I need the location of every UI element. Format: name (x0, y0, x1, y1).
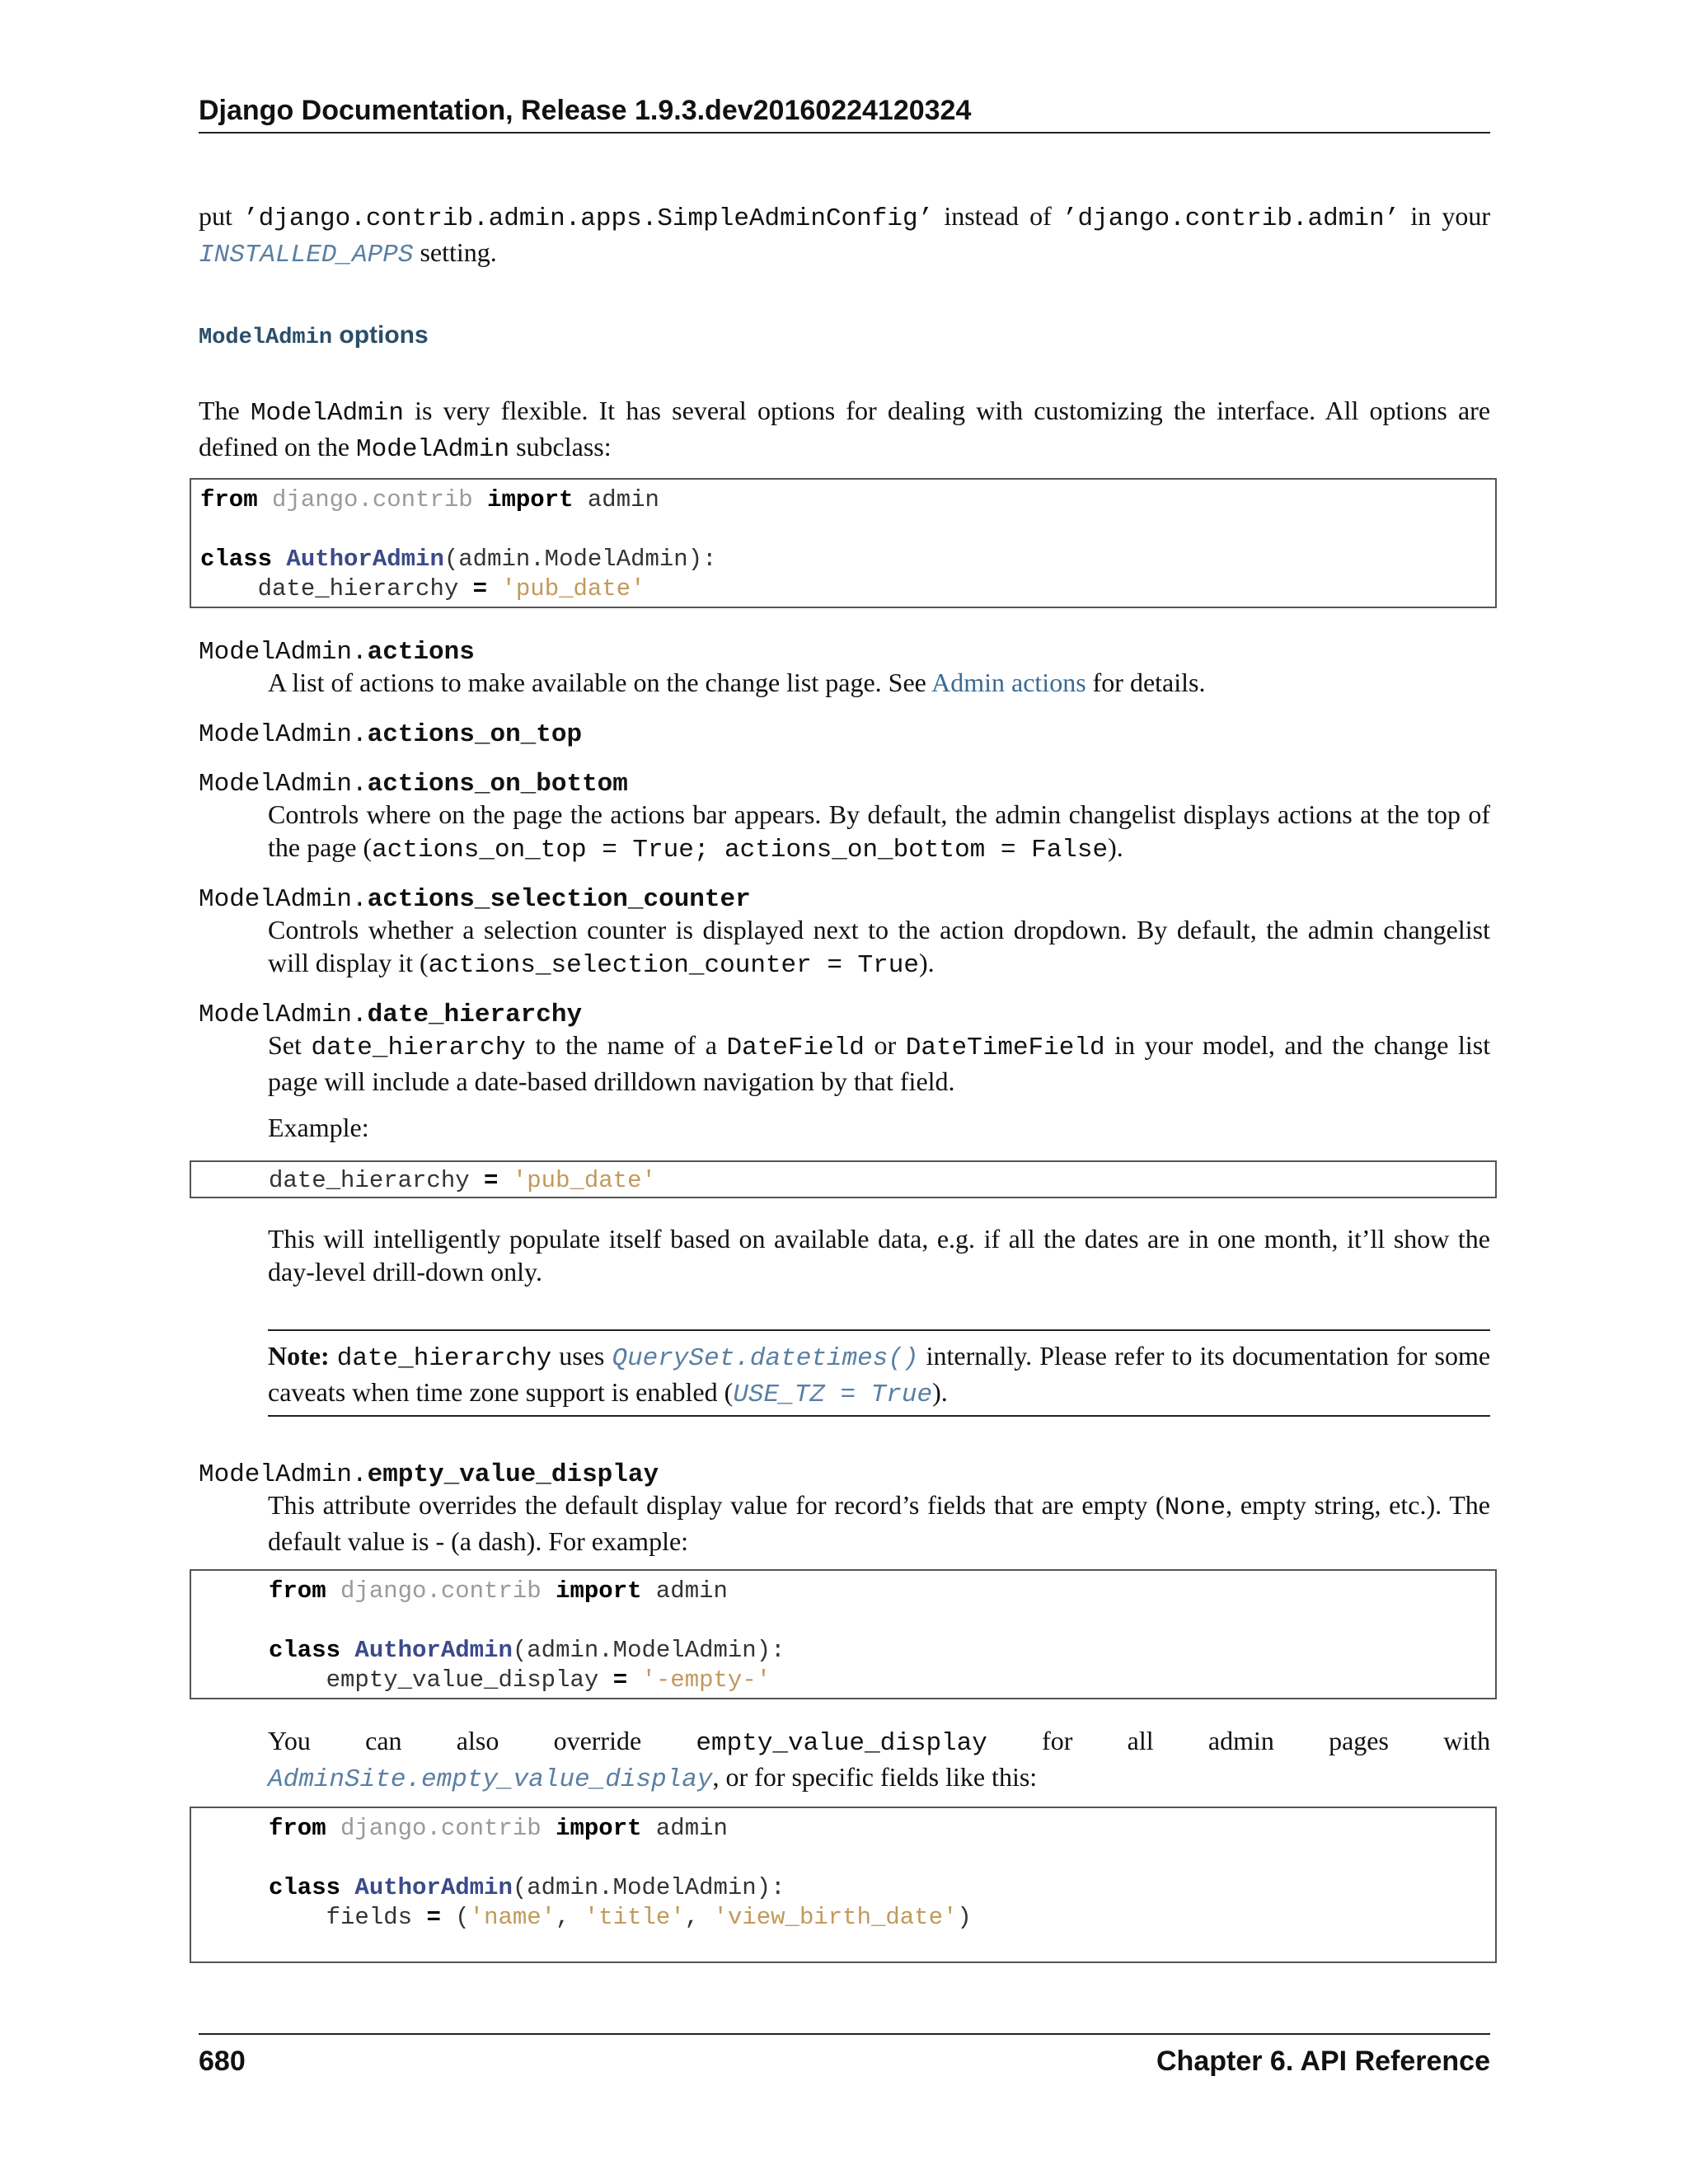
adminsite-empty-value-display-link[interactable]: AdminSite.empty_value_display (268, 1765, 713, 1794)
installed-apps-link[interactable]: INSTALLED_APPS (199, 241, 414, 269)
admin-actions-link[interactable]: Admin actions (931, 668, 1086, 697)
code-punct: ) (957, 1904, 972, 1931)
desc-word: also (456, 1726, 499, 1755)
desc-word: override (553, 1726, 642, 1755)
code-keyword: class (200, 546, 273, 573)
code-keyword: import (556, 1577, 642, 1605)
inline-code: ’django.contrib.admin.apps.SimpleAdminConfig’ (243, 204, 934, 233)
inline-code: date_hierarchy (311, 1033, 526, 1062)
desc-word: with (1443, 1726, 1491, 1755)
signature-prefix: ModelAdmin. (199, 1001, 368, 1029)
signature-actions-on-top (199, 715, 582, 752)
inline-code: DateField (726, 1033, 865, 1062)
code-string: 'pub_date' (501, 575, 645, 602)
desc-word: You (268, 1726, 311, 1755)
running-footer (199, 2033, 1490, 2079)
override-line-2 (268, 1760, 1490, 1797)
code-string: 'name' (469, 1904, 556, 1931)
desc-text: A list of actions to make available on the change list page. See (268, 668, 926, 697)
code-block-authoradmin (190, 478, 1497, 608)
signature-name: empty_value_display (367, 1460, 659, 1489)
chapter-title: Chapter 6. API Reference (1156, 2046, 1490, 2077)
code-module: django.contrib (340, 1577, 542, 1605)
description-date-hierarchy (268, 1029, 1490, 1098)
inline-code: actions_on_top = True; actions_on_bottom = False (372, 836, 1109, 865)
overview-text: subclass: (516, 432, 612, 462)
inline-code: ModelAdmin (250, 399, 404, 428)
code-operator: = (472, 575, 488, 602)
code-string: 'pub_date' (512, 1167, 656, 1194)
note-box (268, 1329, 1490, 1417)
desc-text: to the name of a (535, 1030, 717, 1060)
inline-code: None (1164, 1493, 1226, 1522)
desc-text: for details. (1092, 668, 1206, 697)
signature-prefix: ModelAdmin. (199, 1460, 368, 1489)
signature-actions-selection-counter (199, 880, 751, 916)
signature-name: actions (367, 638, 475, 667)
code-base: (admin.ModelAdmin): (443, 546, 717, 573)
code-attr: empty_value_display (326, 1666, 599, 1694)
example-label (268, 1111, 1490, 1144)
description-actions (268, 666, 1490, 699)
signature-prefix: ModelAdmin. (199, 770, 368, 799)
intro-text: in your (1410, 201, 1490, 231)
signature-name: actions_on_top (367, 720, 583, 749)
code-string: 'view_birth_date' (713, 1904, 958, 1931)
inline-code: DateTimeField (905, 1033, 1105, 1062)
code-base: (admin.ModelAdmin): (512, 1637, 785, 1664)
code-keyword: class (269, 1637, 341, 1664)
header-title: Django Documentation, Release 1.9.3.dev20160224120324 (199, 95, 972, 126)
code-keyword: from (200, 486, 258, 513)
inline-code: ModelAdmin (356, 435, 510, 464)
code-class-name: AuthorAdmin (354, 1637, 513, 1664)
signature-actions (199, 633, 475, 669)
desc-text: Example: (268, 1113, 369, 1142)
section-heading-code: ModelAdmin (199, 326, 333, 350)
desc-text: in your model, and the change list page will include a date-based drilldown navigation by that field. (268, 1030, 1491, 1096)
code-operator: = (426, 1904, 441, 1931)
code-string: 'title' (584, 1904, 685, 1931)
code-operator: = (484, 1167, 499, 1194)
code-punct: , (684, 1904, 714, 1931)
code-punct: , (556, 1904, 584, 1931)
code-block-date-hierarchy (190, 1160, 1497, 1198)
desc-text: or (874, 1030, 897, 1060)
section-heading (199, 319, 429, 354)
note-text: uses (559, 1341, 605, 1371)
queryset-datetimes-link[interactable]: QuerySet.datetimes() (612, 1344, 919, 1373)
desc-text: , empty string, etc.). The default value is - (a dash). For example: (268, 1490, 1491, 1556)
code-keyword: from (269, 1577, 326, 1605)
note-text: ). (932, 1377, 948, 1407)
inline-code: actions_selection_counter = True (428, 951, 919, 980)
desc-word: can (365, 1726, 402, 1755)
desc-text: This attribute overrides the default display value for record’s fields that are empty ( (268, 1490, 1165, 1520)
code-attr: fields (326, 1904, 413, 1931)
desc-text: Controls whether a selection counter is displayed next to the action dropdown. By default, the admin changelist will display it ( (268, 915, 1490, 977)
signature-prefix: ModelAdmin. (199, 638, 368, 667)
description-empty-value-display (268, 1488, 1490, 1558)
code-name: admin (655, 1815, 728, 1842)
description-actions-selection-counter (268, 913, 1490, 982)
code-keyword: from (269, 1815, 326, 1842)
desc-word: for (1042, 1726, 1073, 1755)
intro-text: setting. (420, 237, 497, 267)
use-tz-link[interactable]: USE_TZ = True (733, 1380, 933, 1409)
signature-name: date_hierarchy (367, 1001, 583, 1029)
code-string: '-empty-' (641, 1666, 771, 1694)
desc-text: This will intelligently populate itself based on available data, e.g. if all the dates are in one month, it’ll show the day-level drill-down only. (268, 1224, 1490, 1286)
code-name: admin (587, 486, 659, 513)
page-number: 680 (199, 2046, 246, 2077)
intro-text: instead of (944, 201, 1052, 231)
signature-name: actions_on_bottom (367, 770, 628, 799)
desc-text: Controls where on the page the actions bar appears. By default, the admin changelist displays actions at the top of the page ( (268, 799, 1490, 862)
code-block-empty-value (190, 1569, 1497, 1699)
signature-empty-value-display (199, 1455, 659, 1492)
signature-actions-on-bottom (199, 765, 628, 801)
running-header (199, 92, 1490, 134)
overview-paragraph (199, 394, 1490, 466)
code-class-name: AuthorAdmin (354, 1874, 513, 1901)
desc-text: ). (1108, 832, 1123, 862)
code-keyword: import (556, 1815, 642, 1842)
note-text: internally. Please refer to its documentation for some caveats when time zone support is enabled ( (268, 1341, 1491, 1407)
code-punct: ( (455, 1904, 470, 1931)
inline-code: date_hierarchy (336, 1344, 552, 1373)
code-attr: date_hierarchy (269, 1167, 470, 1194)
override-line-1 (268, 1724, 1490, 1760)
inline-code: empty_value_display (696, 1729, 987, 1758)
intro-paragraph (199, 199, 1490, 272)
code-keyword: class (269, 1874, 341, 1901)
desc-word: admin (1207, 1726, 1274, 1755)
override-paragraph (268, 1724, 1490, 1797)
description-actions-on-bottom (268, 798, 1490, 867)
note-label: Note: (268, 1341, 330, 1371)
code-base: (admin.ModelAdmin): (512, 1874, 785, 1901)
desc-word: all (1127, 1726, 1154, 1755)
code-attr: date_hierarchy (257, 575, 459, 602)
desc-text: Set (268, 1030, 302, 1060)
code-operator: = (612, 1666, 628, 1694)
overview-text: is very flexible. It has several options for dealing with customizing the interface. All options are defined on the (199, 396, 1491, 462)
signature-prefix: ModelAdmin. (199, 720, 368, 749)
code-module: django.contrib (272, 486, 473, 513)
intro-text: put (199, 201, 232, 231)
inline-code: ’django.contrib.admin’ (1062, 204, 1400, 233)
code-block-fields (190, 1807, 1497, 1963)
desc-word: pages (1329, 1726, 1389, 1755)
signature-prefix: ModelAdmin. (199, 885, 368, 914)
code-module: django.contrib (340, 1815, 542, 1842)
code-class-name: AuthorAdmin (286, 546, 444, 573)
code-name: admin (655, 1577, 728, 1605)
overview-text: The (199, 396, 240, 425)
desc-text: , or for specific fields like this: (712, 1762, 1038, 1792)
signature-date-hierarchy (199, 996, 582, 1032)
date-hierarchy-explanation (268, 1222, 1490, 1288)
signature-name: actions_selection_counter (367, 885, 751, 914)
section-heading-title: options (339, 321, 429, 349)
desc-text: ). (918, 948, 935, 977)
code-keyword: import (487, 486, 574, 513)
